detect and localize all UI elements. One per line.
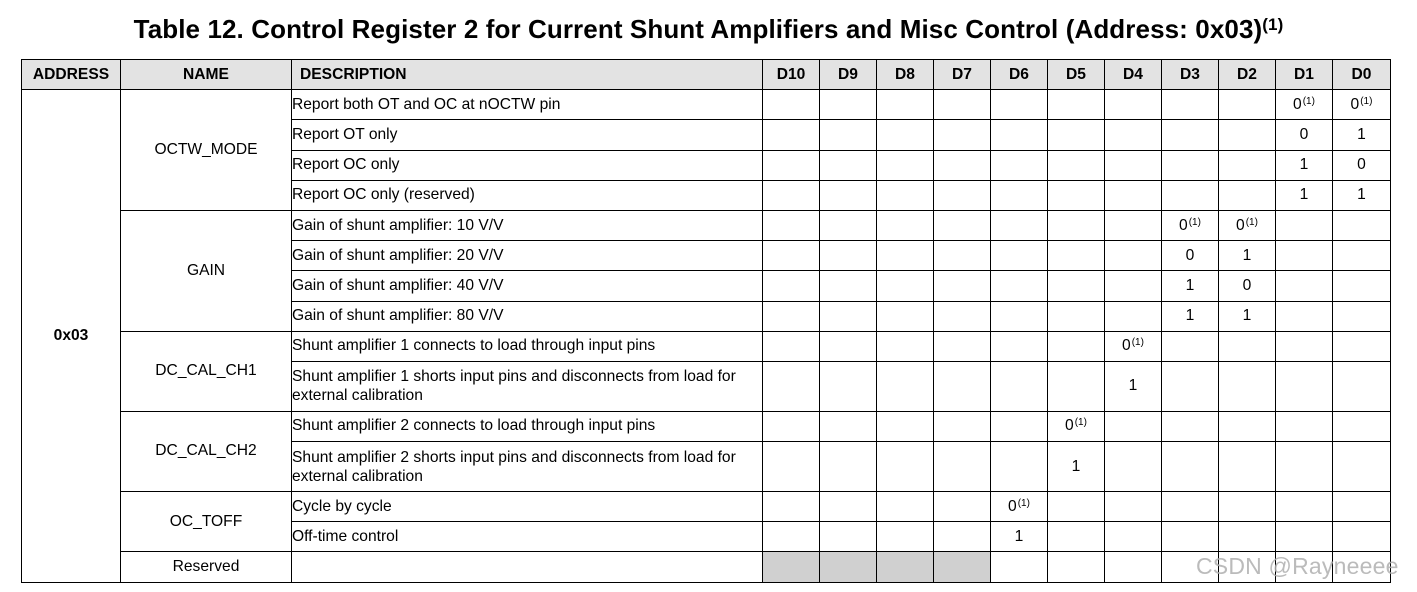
description-cell: Off-time control — [292, 522, 763, 552]
bit-cell-d8 — [877, 552, 934, 582]
column-header-d6: D6 — [991, 60, 1048, 90]
bit-cell-d5 — [1048, 411, 1105, 441]
bit-value: 0 — [1065, 417, 1074, 435]
bit-cell-d7 — [934, 331, 991, 361]
bit-cell-d1 — [1276, 271, 1333, 301]
bit-cell-d2 — [1219, 361, 1276, 411]
table-row — [22, 331, 1391, 361]
description-cell — [292, 552, 763, 582]
bit-cell-d5 — [1048, 301, 1105, 331]
bit-cell-d4 — [1105, 331, 1162, 361]
bit-cell-d8 — [877, 492, 934, 522]
bit-cell-d7 — [934, 361, 991, 411]
bit-cell-d4 — [1105, 492, 1162, 522]
bit-value: 1 — [1299, 186, 1309, 204]
bit-cell-d3 — [1162, 492, 1219, 522]
bit-cell-d9 — [820, 411, 877, 441]
bit-cell-d6 — [991, 150, 1048, 180]
description-cell: Gain of shunt amplifier: 20 V/V — [292, 241, 763, 271]
default-footnote: (1) — [1245, 216, 1258, 228]
bit-cell-d10 — [763, 552, 820, 582]
bit-value: 0 — [1299, 125, 1309, 143]
bit-cell-d3 — [1162, 331, 1219, 361]
description-cell: Report OC only — [292, 150, 763, 180]
bit-cell-d8 — [877, 331, 934, 361]
bit-cell-d8 — [877, 301, 934, 331]
bit-value: 0 — [1242, 276, 1252, 294]
column-header-d1: D1 — [1276, 60, 1333, 90]
bit-cell-d7 — [934, 150, 991, 180]
field-name-cell: GAIN — [121, 210, 292, 331]
bit-cell-d6 — [991, 442, 1048, 492]
bit-value: 1 — [1299, 156, 1309, 174]
bit-cell-d5 — [1048, 271, 1105, 301]
bit-value: 0 — [1357, 156, 1366, 174]
bit-value: 1 — [1128, 377, 1138, 395]
table-row — [22, 552, 1391, 582]
bit-cell-d7 — [934, 90, 991, 120]
bit-cell-d0 — [1333, 241, 1391, 271]
bit-cell-d10 — [763, 241, 820, 271]
bit-cell-d3 — [1162, 180, 1219, 210]
bit-cell-d8 — [877, 150, 934, 180]
bit-cell-d2 — [1219, 271, 1276, 301]
bit-cell-d7 — [934, 492, 991, 522]
bit-cell-d4 — [1105, 180, 1162, 210]
bit-value: 0 — [1350, 95, 1360, 113]
bit-cell-d5 — [1048, 210, 1105, 240]
bit-cell-d2 — [1219, 411, 1276, 441]
bit-cell-d7 — [934, 271, 991, 301]
bit-cell-d10 — [763, 90, 820, 120]
bit-cell-d3 — [1162, 301, 1219, 331]
bit-cell-d2 — [1219, 492, 1276, 522]
bit-cell-d9 — [820, 241, 877, 271]
bit-cell-d0 — [1333, 492, 1391, 522]
bit-cell-d1 — [1276, 301, 1333, 331]
description-cell: Report OT only — [292, 120, 763, 150]
bit-cell-d3 — [1162, 271, 1219, 301]
bit-cell-d3 — [1162, 90, 1219, 120]
bit-cell-d3 — [1162, 150, 1219, 180]
bit-cell-d0 — [1333, 411, 1391, 441]
bit-cell-d10 — [763, 331, 820, 361]
bit-cell-d1 — [1276, 150, 1333, 180]
bit-value: 1 — [1242, 246, 1252, 264]
column-header-d3: D3 — [1162, 60, 1219, 90]
bit-cell-d8 — [877, 241, 934, 271]
bit-cell-d1 — [1276, 442, 1333, 492]
bit-cell-d10 — [763, 120, 820, 150]
bit-value: 1 — [1357, 186, 1366, 204]
field-name-cell: DC_CAL_CH1 — [121, 331, 292, 411]
bit-cell-d9 — [820, 492, 877, 522]
bit-cell-d8 — [877, 210, 934, 240]
table-title-footnote: (1) — [1262, 15, 1284, 34]
bit-cell-d4 — [1105, 411, 1162, 441]
bit-cell-d5 — [1048, 492, 1105, 522]
bit-value: 0 — [1185, 246, 1195, 264]
field-name-cell: Reserved — [121, 552, 292, 582]
bit-cell-d1 — [1276, 90, 1333, 120]
description-cell: Shunt amplifier 1 shorts input pins and disconnects from load for external calibration — [292, 361, 763, 411]
bit-cell-d3 — [1162, 210, 1219, 240]
table-row — [22, 210, 1391, 240]
bit-cell-d5 — [1048, 241, 1105, 271]
bit-cell-d8 — [877, 411, 934, 441]
bit-cell-d2 — [1219, 120, 1276, 150]
default-footnote: (1) — [1302, 95, 1315, 107]
bit-cell-d9 — [820, 150, 877, 180]
bit-cell-d4 — [1105, 150, 1162, 180]
default-footnote: (1) — [1074, 417, 1087, 429]
register-table — [21, 59, 1391, 583]
bit-value: 0 — [1179, 216, 1188, 234]
bit-cell-d4 — [1105, 90, 1162, 120]
bit-cell-d0 — [1333, 120, 1391, 150]
bit-cell-d10 — [763, 411, 820, 441]
bit-cell-d0 — [1333, 150, 1391, 180]
bit-cell-d4 — [1105, 241, 1162, 271]
bit-cell-d8 — [877, 522, 934, 552]
bit-cell-d0 — [1333, 331, 1391, 361]
bit-cell-d4 — [1105, 271, 1162, 301]
description-cell: Cycle by cycle — [292, 492, 763, 522]
bit-value: 0 — [1122, 337, 1131, 355]
bit-cell-d6 — [991, 492, 1048, 522]
bit-cell-d6 — [991, 120, 1048, 150]
bit-cell-d5 — [1048, 361, 1105, 411]
watermark: CSDN @Rayneeee — [1196, 553, 1399, 579]
address-cell: 0x03 — [22, 90, 121, 582]
column-header-d4: D4 — [1105, 60, 1162, 90]
description-cell: Gain of shunt amplifier: 40 V/V — [292, 271, 763, 301]
bit-cell-d6 — [991, 241, 1048, 271]
bit-cell-d7 — [934, 210, 991, 240]
bit-cell-d1 — [1276, 522, 1333, 552]
bit-cell-d3 — [1162, 120, 1219, 150]
bit-cell-d7 — [934, 411, 991, 441]
bit-cell-d10 — [763, 210, 820, 240]
bit-cell-d4 — [1105, 442, 1162, 492]
default-footnote: (1) — [1360, 95, 1373, 107]
bit-cell-d8 — [877, 271, 934, 301]
bit-cell-d1 — [1276, 411, 1333, 441]
bit-cell-d4 — [1105, 552, 1162, 582]
bit-cell-d3 — [1162, 361, 1219, 411]
bit-cell-d6 — [991, 411, 1048, 441]
bit-cell-d10 — [763, 301, 820, 331]
column-header-d7: D7 — [934, 60, 991, 90]
bit-cell-d1 — [1276, 180, 1333, 210]
bit-cell-d4 — [1105, 522, 1162, 552]
bit-cell-d1 — [1276, 361, 1333, 411]
bit-cell-d4 — [1105, 301, 1162, 331]
bit-value: 1 — [1185, 307, 1195, 325]
bit-cell-d8 — [877, 120, 934, 150]
bit-cell-d0 — [1333, 301, 1391, 331]
bit-cell-d10 — [763, 442, 820, 492]
bit-cell-d2 — [1219, 180, 1276, 210]
description-cell: Gain of shunt amplifier: 10 V/V — [292, 210, 763, 240]
bit-value: 1 — [1357, 125, 1366, 143]
bit-cell-d2 — [1219, 90, 1276, 120]
table-title-text: Table 12. Control Register 2 for Current Shunt Amplifiers and Misc Control (Address: 0x03) — [133, 14, 1263, 44]
bit-cell-d1 — [1276, 331, 1333, 361]
description-cell: Report both OT and OC at nOCTW pin — [292, 90, 763, 120]
column-header-name: NAME — [121, 60, 292, 90]
table-row — [22, 90, 1391, 120]
bit-cell-d6 — [991, 552, 1048, 582]
bit-cell-d7 — [934, 301, 991, 331]
register-table-body — [22, 90, 1391, 582]
default-footnote: (1) — [1017, 497, 1030, 509]
field-name-cell: OCTW_MODE — [121, 90, 292, 211]
bit-cell-d6 — [991, 210, 1048, 240]
bit-value: 1 — [1242, 307, 1252, 325]
bit-cell-d9 — [820, 120, 877, 150]
bit-value: 0 — [1008, 497, 1017, 515]
bit-cell-d8 — [877, 90, 934, 120]
bit-cell-d4 — [1105, 361, 1162, 411]
bit-cell-d8 — [877, 442, 934, 492]
bit-cell-d9 — [820, 361, 877, 411]
description-cell: Report OC only (reserved) — [292, 180, 763, 210]
bit-cell-d3 — [1162, 241, 1219, 271]
bit-cell-d9 — [820, 552, 877, 582]
description-cell: Gain of shunt amplifier: 80 V/V — [292, 301, 763, 331]
field-name-cell: OC_TOFF — [121, 492, 292, 552]
table-title — [0, 12, 1417, 46]
column-header-d2: D2 — [1219, 60, 1276, 90]
bit-cell-d5 — [1048, 180, 1105, 210]
table-row — [22, 492, 1391, 522]
column-header-d9: D9 — [820, 60, 877, 90]
bit-cell-d9 — [820, 301, 877, 331]
bit-cell-d4 — [1105, 210, 1162, 240]
column-header-address: ADDRESS — [22, 60, 121, 90]
bit-cell-d9 — [820, 331, 877, 361]
bit-cell-d2 — [1219, 210, 1276, 240]
bit-cell-d5 — [1048, 120, 1105, 150]
header-row — [22, 60, 1391, 90]
bit-cell-d4 — [1105, 120, 1162, 150]
bit-cell-d7 — [934, 180, 991, 210]
bit-cell-d7 — [934, 522, 991, 552]
bit-cell-d10 — [763, 180, 820, 210]
bit-value: 0 — [1293, 95, 1302, 113]
field-name-cell: DC_CAL_CH2 — [121, 411, 292, 491]
bit-cell-d6 — [991, 301, 1048, 331]
table-row — [22, 411, 1391, 441]
bit-cell-d3 — [1162, 442, 1219, 492]
bit-cell-d2 — [1219, 301, 1276, 331]
bit-cell-d5 — [1048, 442, 1105, 492]
column-header-d8: D8 — [877, 60, 934, 90]
bit-cell-d1 — [1276, 120, 1333, 150]
bit-cell-d9 — [820, 442, 877, 492]
bit-value: 1 — [1014, 527, 1024, 545]
bit-cell-d2 — [1219, 150, 1276, 180]
bit-cell-d10 — [763, 271, 820, 301]
bit-cell-d3 — [1162, 411, 1219, 441]
bit-cell-d9 — [820, 180, 877, 210]
column-header-description: DESCRIPTION — [292, 60, 763, 90]
bit-cell-d2 — [1219, 331, 1276, 361]
bit-cell-d9 — [820, 90, 877, 120]
bit-cell-d1 — [1276, 492, 1333, 522]
bit-cell-d6 — [991, 271, 1048, 301]
bit-cell-d6 — [991, 331, 1048, 361]
bit-cell-d1 — [1276, 241, 1333, 271]
bit-cell-d5 — [1048, 552, 1105, 582]
column-header-d0: D0 — [1333, 60, 1391, 90]
bit-cell-d0 — [1333, 442, 1391, 492]
bit-cell-d5 — [1048, 331, 1105, 361]
bit-cell-d6 — [991, 361, 1048, 411]
bit-cell-d6 — [991, 180, 1048, 210]
bit-cell-d10 — [763, 361, 820, 411]
bit-cell-d1 — [1276, 210, 1333, 240]
bit-cell-d10 — [763, 150, 820, 180]
bit-value: 0 — [1236, 216, 1245, 234]
bit-cell-d5 — [1048, 150, 1105, 180]
bit-cell-d9 — [820, 210, 877, 240]
bit-cell-d9 — [820, 271, 877, 301]
default-footnote: (1) — [1188, 216, 1201, 228]
bit-cell-d8 — [877, 180, 934, 210]
bit-cell-d7 — [934, 552, 991, 582]
bit-cell-d10 — [763, 492, 820, 522]
bit-cell-d2 — [1219, 522, 1276, 552]
bit-cell-d0 — [1333, 361, 1391, 411]
description-cell: Shunt amplifier 2 shorts input pins and disconnects from load for external calibration — [292, 442, 763, 492]
bit-value: 1 — [1071, 457, 1081, 475]
bit-cell-d3 — [1162, 522, 1219, 552]
bit-cell-d2 — [1219, 241, 1276, 271]
bit-cell-d7 — [934, 241, 991, 271]
bit-cell-d0 — [1333, 180, 1391, 210]
bit-cell-d9 — [820, 522, 877, 552]
bit-cell-d7 — [934, 442, 991, 492]
column-header-d10: D10 — [763, 60, 820, 90]
bit-cell-d0 — [1333, 90, 1391, 120]
column-header-d5: D5 — [1048, 60, 1105, 90]
bit-cell-d0 — [1333, 522, 1391, 552]
bit-cell-d10 — [763, 522, 820, 552]
bit-cell-d7 — [934, 120, 991, 150]
bit-value: 1 — [1185, 276, 1195, 294]
bit-cell-d5 — [1048, 522, 1105, 552]
bit-cell-d6 — [991, 522, 1048, 552]
bit-cell-d6 — [991, 90, 1048, 120]
bit-cell-d5 — [1048, 90, 1105, 120]
default-footnote: (1) — [1131, 337, 1144, 349]
bit-cell-d8 — [877, 361, 934, 411]
description-cell: Shunt amplifier 1 connects to load through input pins — [292, 331, 763, 361]
bit-cell-d0 — [1333, 271, 1391, 301]
bit-cell-d2 — [1219, 442, 1276, 492]
bit-cell-d0 — [1333, 210, 1391, 240]
description-cell: Shunt amplifier 2 connects to load through input pins — [292, 411, 763, 441]
